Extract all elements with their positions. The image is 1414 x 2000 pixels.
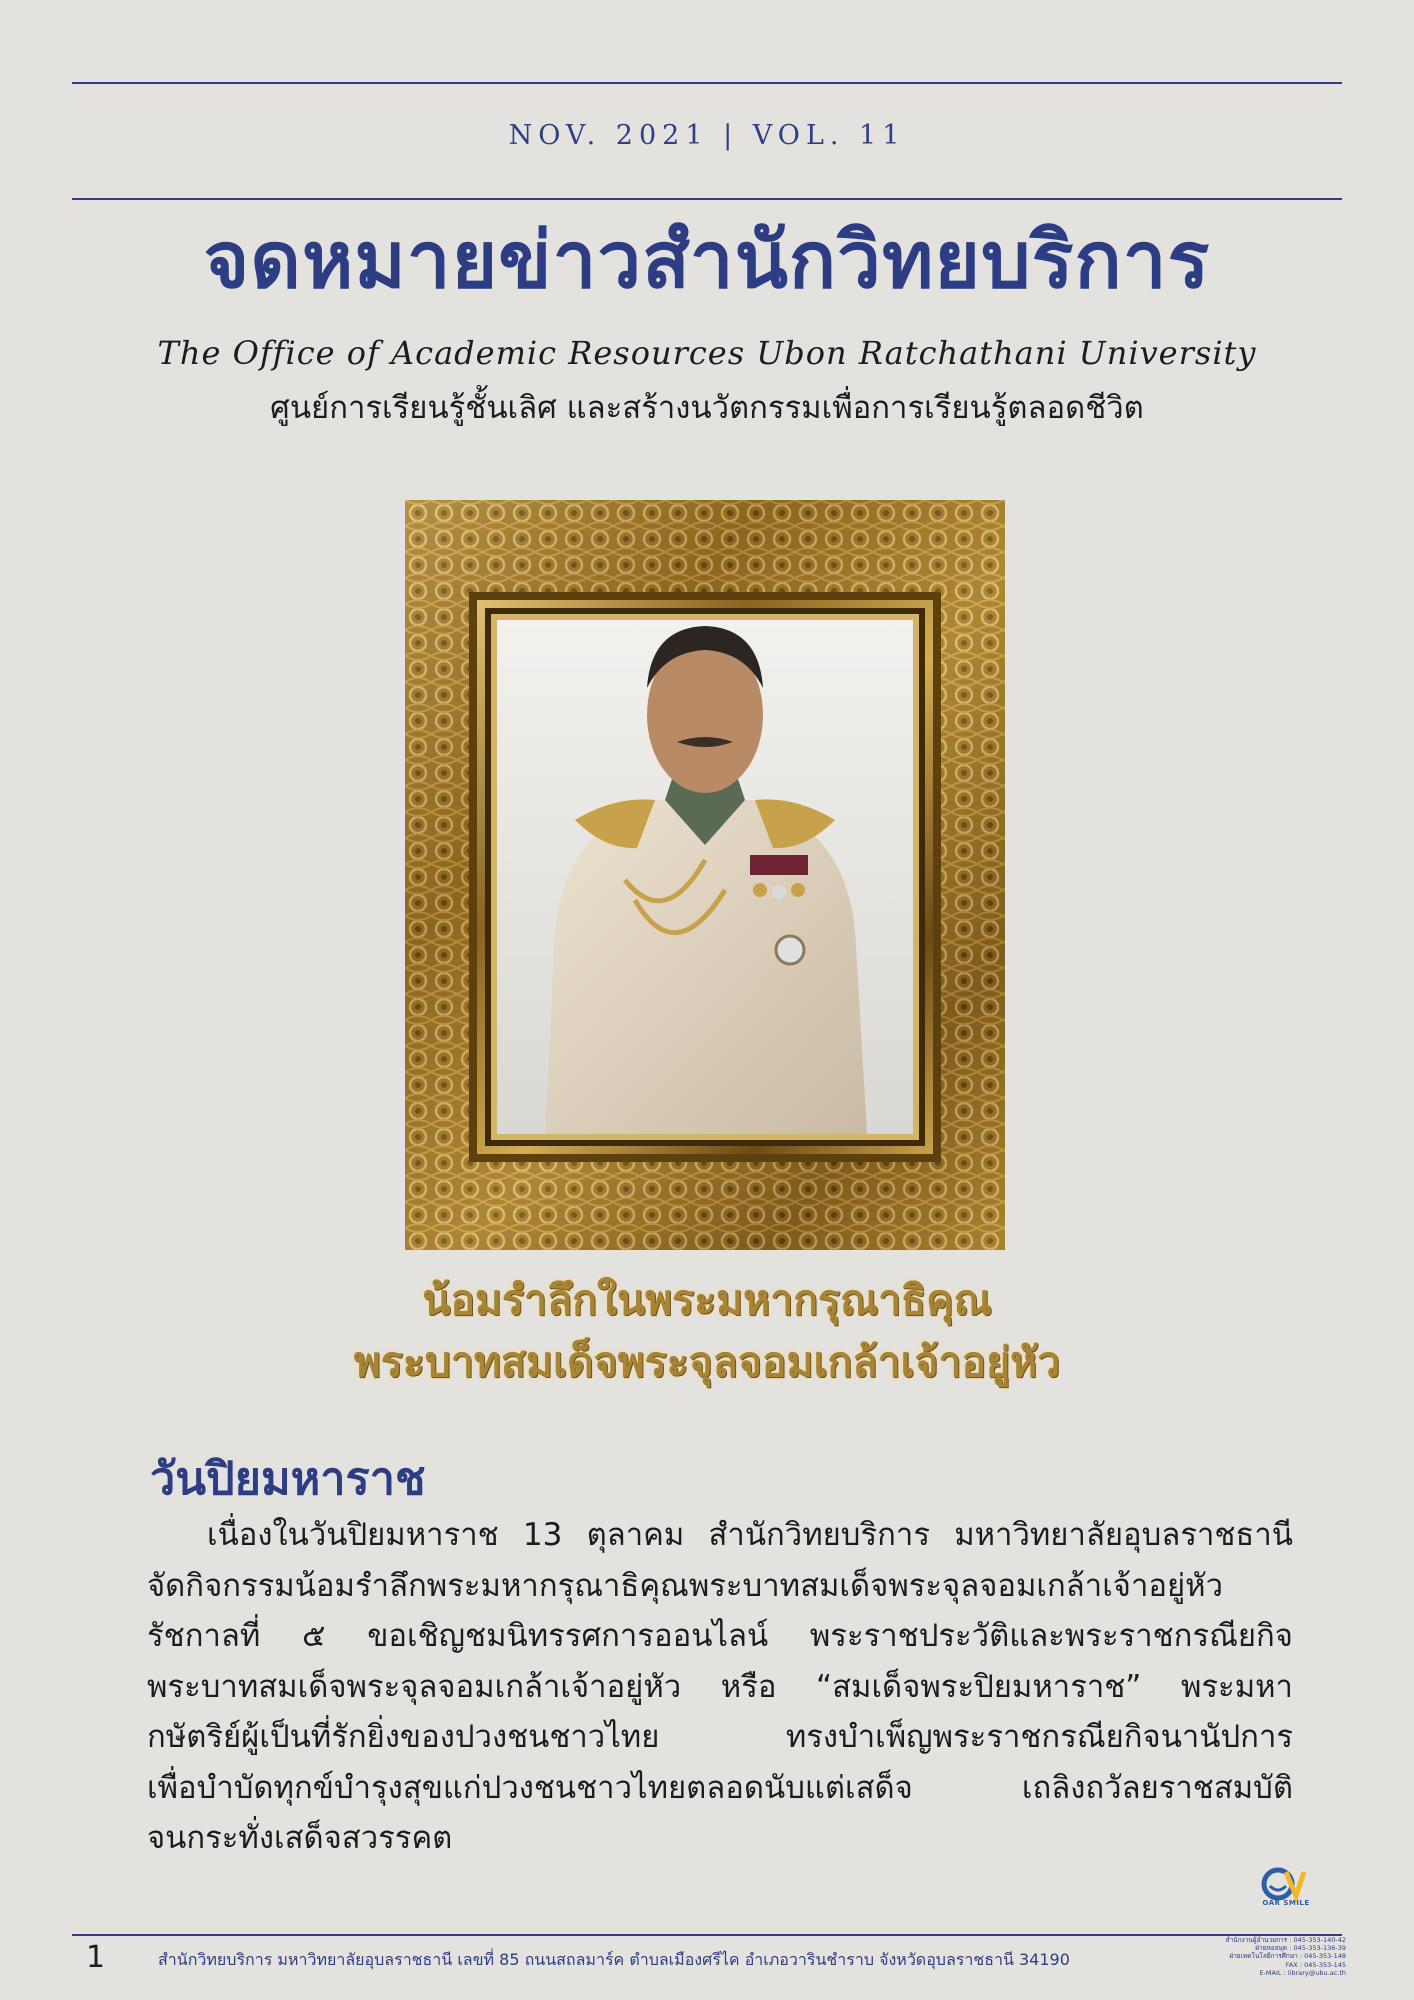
page-number: 1 [86,1940,106,1975]
footer-address: สำนักวิทยบริการ มหาวิทยาลัยอุบลราชธานี เลขที่ 85 ถนนสถลมาร์ค ตำบลเมืองศรีไค อำเภอวารินชำราบ จังหวัดอุบลราชธานี 34190 [158,1950,1070,1969]
article-line: เพื่อบำบัดทุกข์บำรุงสุขแก่ปวงชนชาวไทยตลอดนับแต่เสด็จ เถลิงถวัลยราชสมบัติ [147,1769,1293,1806]
contact-line: FAX : 045-353-145 [1285,1960,1346,1969]
logo-text: OAR SMILE [1262,1899,1310,1907]
newsletter-title: จดหมายข่าวสำนักวิทยบริการ [203,216,1211,306]
section-heading: วันปิยมหาราช [150,1452,426,1505]
article-line: รัชกาลที่ ๕ ขอเชิญชมนิทรรศการออนไลน์ พระราชประวัติและพระราชกรณียกิจ [147,1618,1293,1654]
contact-info [1150,1936,1346,1977]
article-body [147,1510,1293,1864]
portrait-caption-line1: น้อมรำลึกในพระมหากรุณาธิคุณ [422,1276,992,1324]
issue-date: NOV. 2021 | VOL. 11 [508,120,906,151]
article-line: เนื่องในวันปิยมหาราช 13 ตุลาคม สำนักวิทยบริการ มหาวิทยาลัยอุบลราชธานี [207,1517,1293,1553]
oar-smile-logo-icon [1256,1866,1316,1916]
subtitle-thai: ศูนย์การเรียนรู้ชั้นเลิศ และสร้างนวัตกรรมเพื่อการเรียนรู้ตลอดชีวิต [270,390,1144,426]
portrait-caption-line2: พระบาทสมเด็จพระจุลจอมเกล้าเจ้าอยู่หัว [353,1338,1061,1386]
article-line: จนกระทั่งเสด็จสวรรคต [147,1820,453,1856]
contact-line: E-MAIL : library@ubu.ac.th [1259,1968,1346,1977]
article-line: พระบาทสมเด็จพระจุลจอมเกล้าเจ้าอยู่หัว หรือ “สมเด็จพระปิยมหาราช” พระมหา [147,1668,1293,1705]
article-line: จัดกิจกรรมน้อมรำลึกพระมหากรุณาธิคุณพระบาทสมเด็จพระจุลจอมเกล้าเจ้าอยู่หัว [147,1567,1223,1604]
article-line: กษัตริย์ผู้เป็นที่รักยิ่งของปวงชนชาวไทย ทรงบำเพ็ญพระราชกรณียกิจนานัปการ [147,1719,1293,1755]
contact-line: สำนักงานผู้อำนวยการ : 045-353-140-42 [1225,1936,1346,1944]
contact-line: ฝ่ายหอสมุด : 045-353-136-39 [1255,1944,1346,1953]
contact-line: ฝ่ายเทคโนโลยีการศึกษา : 045-353-148 [1229,1952,1346,1961]
subtitle-english: The Office of Academic Resources Ubon Ratchathani University [157,334,1257,372]
framed-portrait [405,500,1005,1250]
top-rule [72,82,1342,84]
